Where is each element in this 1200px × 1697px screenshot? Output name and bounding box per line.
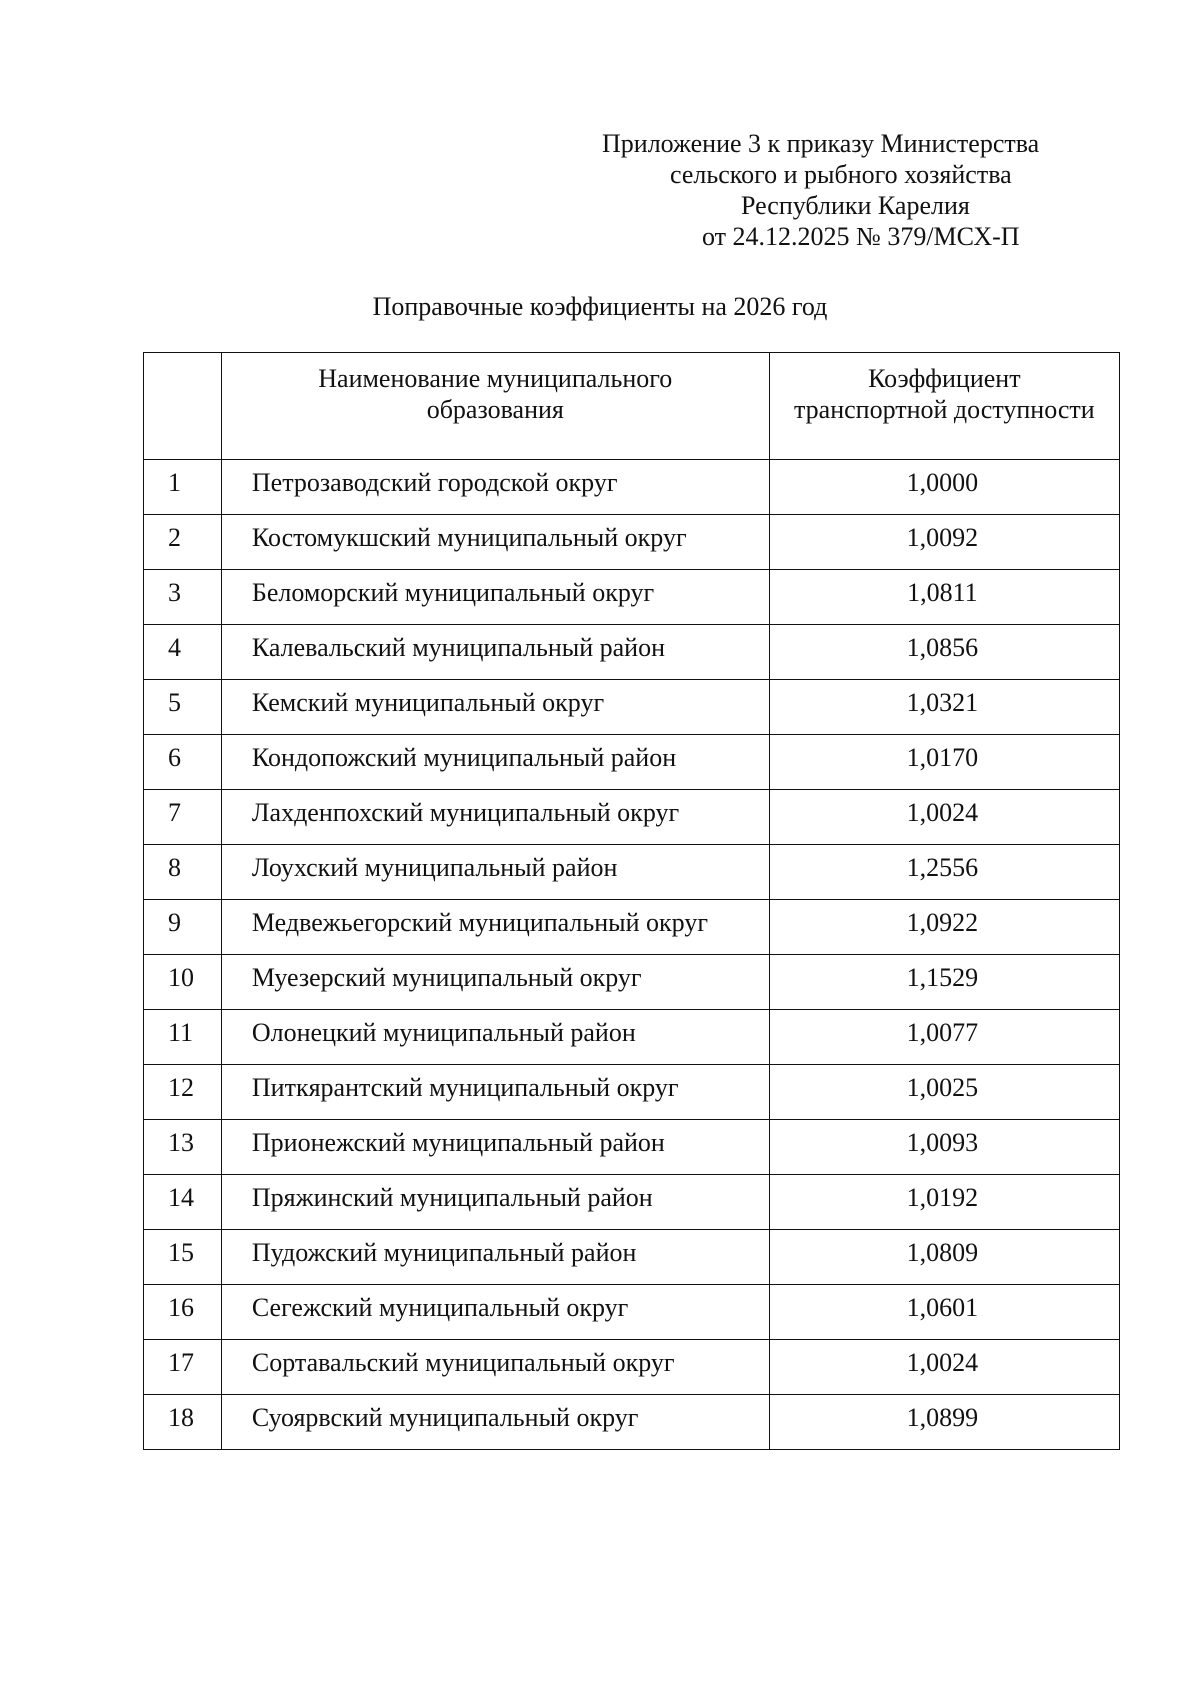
table-row bbox=[144, 570, 1120, 625]
municipality-name: Сегежский муниципальный округ bbox=[221, 1285, 769, 1340]
municipality-name: Калевальский муниципальный район bbox=[221, 625, 769, 680]
municipality-name: Лоухский муниципальный район bbox=[221, 845, 769, 900]
table-row bbox=[144, 1395, 1120, 1450]
municipality-name: Костомукшский муниципальный округ bbox=[221, 515, 769, 570]
table-row bbox=[144, 680, 1120, 735]
municipality-name: Олонецкий муниципальный район bbox=[221, 1010, 769, 1065]
table-row bbox=[144, 1175, 1120, 1230]
coefficient-value: 1,0025 bbox=[769, 1065, 1119, 1120]
coefficient-value: 1,2556 bbox=[769, 845, 1119, 900]
table-row bbox=[144, 790, 1120, 845]
coefficient-value: 1,0922 bbox=[769, 900, 1119, 955]
table-row bbox=[144, 735, 1120, 790]
row-number: 11 bbox=[144, 1010, 222, 1065]
municipality-name: Кемский муниципальный округ bbox=[221, 680, 769, 735]
table-row bbox=[144, 1010, 1120, 1065]
municipality-name: Прионежский муниципальный район bbox=[221, 1120, 769, 1175]
row-number: 15 bbox=[144, 1230, 222, 1285]
annex-line: Республики Карелия bbox=[741, 191, 970, 220]
municipality-name: Суоярвский муниципальный округ bbox=[221, 1395, 769, 1450]
municipality-name: Пряжинский муниципальный район bbox=[221, 1175, 769, 1230]
coefficient-value: 1,0077 bbox=[769, 1010, 1119, 1065]
table-row bbox=[144, 1065, 1120, 1120]
row-number: 16 bbox=[144, 1285, 222, 1340]
municipality-name: Петрозаводский городской округ bbox=[221, 460, 769, 515]
annex-line: от 24.12.2025 № 379/МСХ-П bbox=[702, 222, 1020, 251]
table-row bbox=[144, 955, 1120, 1010]
row-number: 12 bbox=[144, 1065, 222, 1120]
header-number bbox=[144, 353, 222, 460]
coefficient-value: 1,0601 bbox=[769, 1285, 1119, 1340]
row-number: 1 bbox=[144, 460, 222, 515]
municipality-name: Муезерский муниципальный округ bbox=[221, 955, 769, 1010]
coefficient-value: 1,1529 bbox=[769, 955, 1119, 1010]
coefficient-value: 1,0809 bbox=[769, 1230, 1119, 1285]
row-number: 3 bbox=[144, 570, 222, 625]
row-number: 10 bbox=[144, 955, 222, 1010]
annex-line: сельского и рыбного хозяйства bbox=[670, 160, 1012, 189]
municipality-name: Питкярантский муниципальный округ bbox=[221, 1065, 769, 1120]
coefficient-value: 1,0811 bbox=[769, 570, 1119, 625]
table-row bbox=[144, 1230, 1120, 1285]
header-municipality-line1: Наименование муниципального bbox=[318, 364, 673, 393]
table-row bbox=[144, 625, 1120, 680]
document-title: Поправочные коэффициенты на 2026 год bbox=[372, 292, 828, 321]
header-coefficient bbox=[769, 353, 1119, 460]
coefficient-value: 1,0192 bbox=[769, 1175, 1119, 1230]
row-number: 5 bbox=[144, 680, 222, 735]
annex-line: Приложение 3 к приказу Министерства bbox=[602, 129, 1040, 158]
row-number: 18 bbox=[144, 1395, 222, 1450]
coefficient-value: 1,0024 bbox=[769, 1340, 1119, 1395]
row-number: 13 bbox=[144, 1120, 222, 1175]
municipality-name: Медвежьегорский муниципальный округ bbox=[221, 900, 769, 955]
municipality-name: Кондопожский муниципальный район bbox=[221, 735, 769, 790]
municipality-name: Пудожский муниципальный район bbox=[221, 1230, 769, 1285]
coefficient-value: 1,0024 bbox=[769, 790, 1119, 845]
table-row bbox=[144, 1285, 1120, 1340]
table-row bbox=[144, 900, 1120, 955]
row-number: 6 bbox=[144, 735, 222, 790]
table-row bbox=[144, 1120, 1120, 1175]
table-row bbox=[144, 460, 1120, 515]
header-coefficient-line1: Коэффициент bbox=[868, 364, 1021, 393]
table-row bbox=[144, 845, 1120, 900]
coefficient-value: 1,0321 bbox=[769, 680, 1119, 735]
row-number: 2 bbox=[144, 515, 222, 570]
table-header-row bbox=[144, 353, 1120, 460]
table-body bbox=[144, 460, 1120, 1450]
coefficient-value: 1,0093 bbox=[769, 1120, 1119, 1175]
municipality-name: Беломорский муниципальный округ bbox=[221, 570, 769, 625]
coefficient-value: 1,0856 bbox=[769, 625, 1119, 680]
row-number: 9 bbox=[144, 900, 222, 955]
row-number: 17 bbox=[144, 1340, 222, 1395]
row-number: 4 bbox=[144, 625, 222, 680]
municipality-name: Лахденпохский муниципальный округ bbox=[221, 790, 769, 845]
coefficients-table bbox=[143, 352, 1120, 1450]
municipality-name: Сортавальский муниципальный округ bbox=[221, 1340, 769, 1395]
header-municipality bbox=[221, 353, 769, 460]
table-row bbox=[144, 1340, 1120, 1395]
row-number: 7 bbox=[144, 790, 222, 845]
coefficient-value: 1,0092 bbox=[769, 515, 1119, 570]
header-coefficient-line2: транспортной доступности bbox=[794, 395, 1095, 424]
row-number: 14 bbox=[144, 1175, 222, 1230]
coefficient-value: 1,0000 bbox=[769, 460, 1119, 515]
coefficient-value: 1,0170 bbox=[769, 735, 1119, 790]
annex-reference bbox=[590, 128, 1110, 252]
coefficient-value: 1,0899 bbox=[769, 1395, 1119, 1450]
header-municipality-line2: образования bbox=[426, 395, 564, 424]
row-number: 8 bbox=[144, 845, 222, 900]
table-row bbox=[144, 515, 1120, 570]
